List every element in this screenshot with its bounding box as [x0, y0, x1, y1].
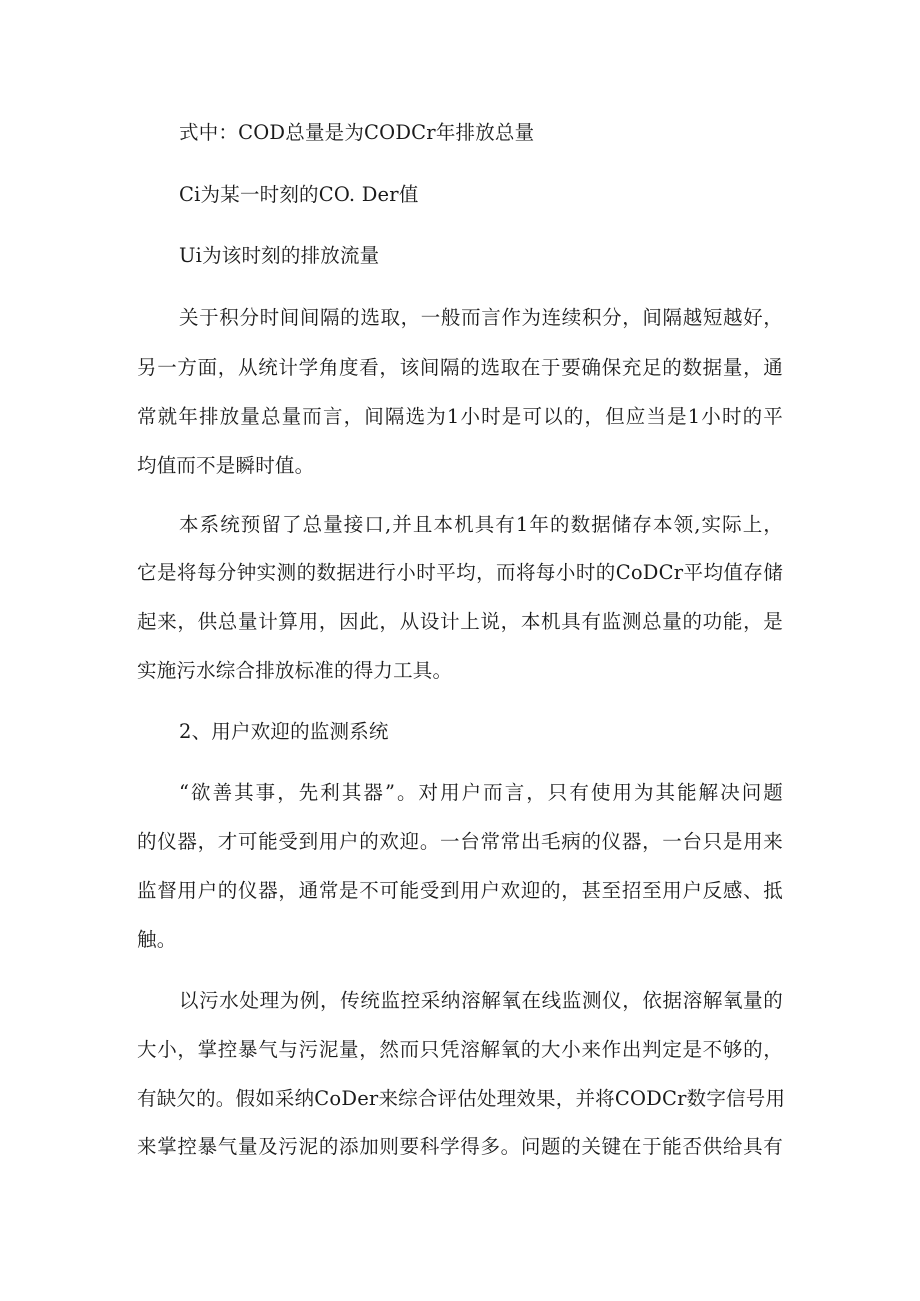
paragraph-sewage-line-3: 有缺欠的。假如采纳CoDer来综合评估处理效果，并将CODCr数字信号用: [137, 1087, 786, 1110]
paragraph-interval-line-2: 另一方面，从统计学角度看，该间隔的选取在于要确保充足的数据量，通: [137, 356, 783, 379]
paragraph-system-line-3: 起来，供总量计算用，因此，从设计上说，本机具有监测总量的功能，是: [137, 610, 783, 633]
paragraph-user-line-1: “欲善其事，先利其器”。对用户而言，只有使用为其能解决问题: [179, 781, 783, 804]
paragraph-user-line-3: 监督用户的仪器，通常是不可能受到用户欢迎的，甚至招至用户反感、抵: [137, 879, 783, 902]
paragraph-interval-line-4: 均值而不是瞬时值。: [137, 454, 315, 477]
paragraph-user-line-4: 触。: [137, 928, 177, 951]
paragraph-interval-line-1: 关于积分时间间隔的选取，一般而言作为连续积分，间隔越短越好，: [179, 306, 783, 329]
paragraph-sewage-line-2: 大小，掌控暴气与污泥量，然而只凭溶解氧的大小来作出判定是不够的，: [137, 1038, 783, 1061]
paragraph-system-line-4: 实施污水综合排放标准的得力工具。: [137, 659, 453, 682]
paragraph-sewage-line-1: 以污水处理为例，传统监控采纳溶解氧在线监测仪，依据溶解氧量的: [179, 989, 783, 1012]
formula-note-total: 式中：COD总量是为CODCr年排放总量: [179, 121, 535, 144]
formula-note-ci: Ci为某一时刻的CO. Der值: [179, 183, 419, 206]
paragraph-user-line-2: 的仪器，才可能受到用户的欢迎。一台常常出毛病的仪器，一台只是用来: [137, 830, 783, 853]
section-heading: 2、用户欢迎的监测系统: [179, 720, 389, 743]
paragraph-system-line-2: 它是将每分钟实测的数据进行小时平均，而将每小时的CoDCr平均值存储: [137, 561, 783, 584]
paragraph-system-line-1: 本系统预留了总量接口,并且本机具有1年的数据储存本领,实际上，: [179, 513, 783, 536]
formula-note-ui: Ui为该时刻的排放流量: [179, 244, 380, 267]
paragraph-interval-line-3: 常就年排放量总量而言，间隔选为1小时是可以的，但应当是1小时的平: [137, 405, 783, 428]
paragraph-sewage-line-4: 来掌控暴气量及污泥的添加则要科学得多。问题的关键在于能否供给具有: [137, 1135, 783, 1158]
